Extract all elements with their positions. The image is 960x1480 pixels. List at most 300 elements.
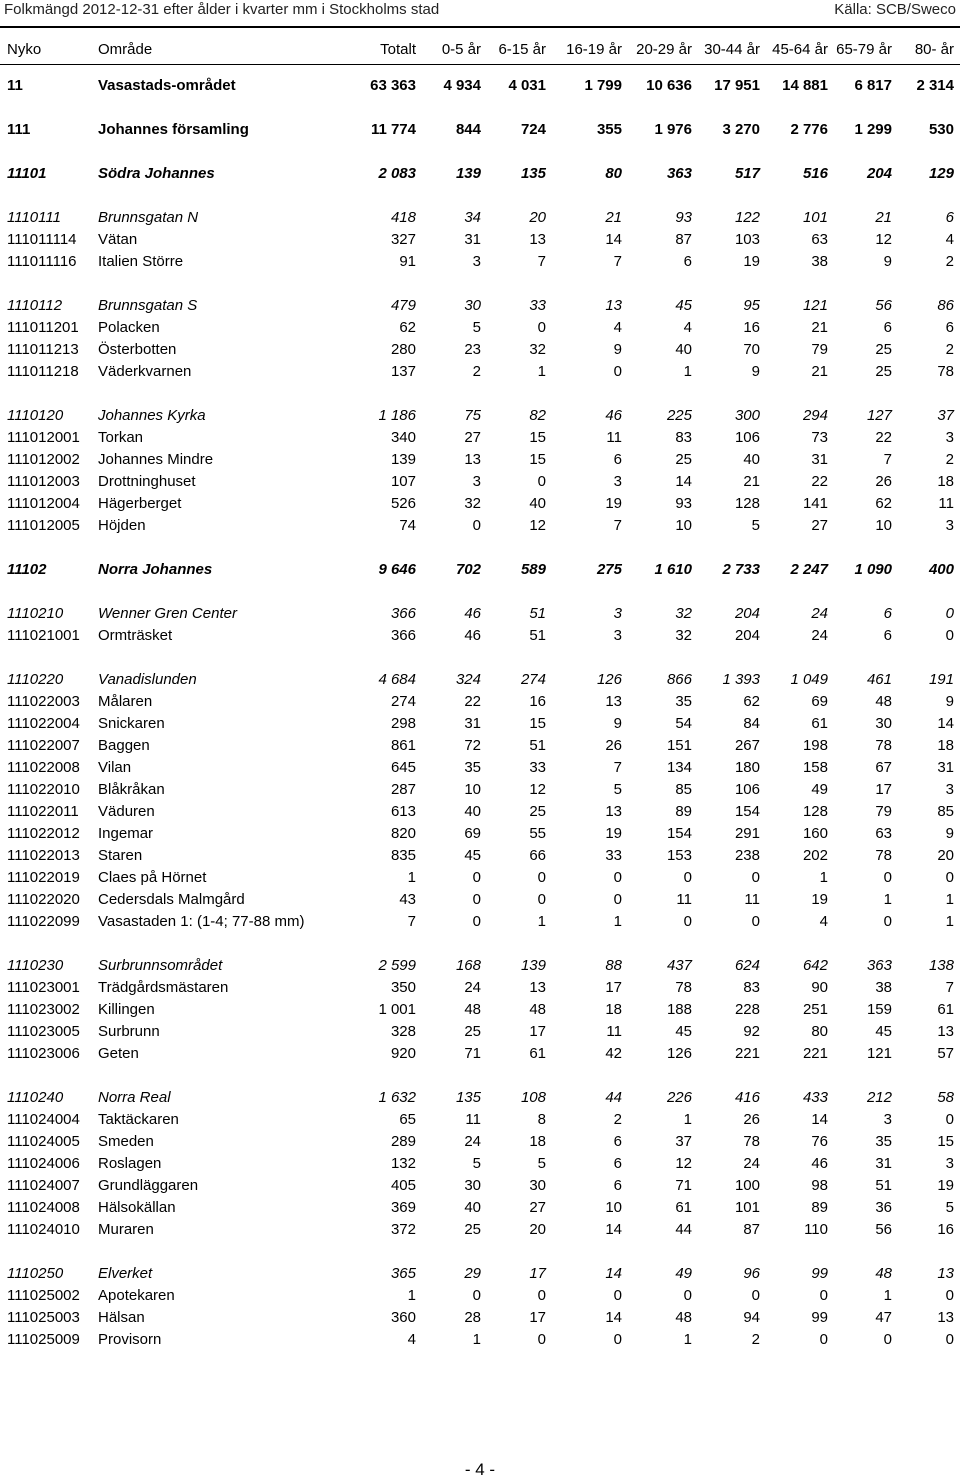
row-age-count: 19 — [743, 253, 760, 270]
row-age-count: 5 — [613, 781, 622, 798]
row-age-count: 6 — [613, 451, 622, 468]
row-age-count: 75 — [464, 407, 481, 424]
row-area-name: Norra Real — [98, 1089, 171, 1106]
row-area-name: Johannes församling — [98, 121, 249, 138]
row-age-count: 0 — [883, 913, 892, 930]
row-age-count: 17 — [875, 781, 892, 798]
row-age-count: 6 817 — [854, 77, 892, 94]
row-age-count: 0 — [945, 1331, 954, 1348]
header-divider — [0, 26, 960, 28]
column-header-age: 0-5 år — [441, 41, 481, 58]
row-age-count: 128 — [734, 495, 760, 512]
row-area-name: Brunnsgatan N — [98, 209, 199, 226]
row-age-count: 5 — [472, 319, 481, 336]
row-age-count: 16 — [529, 693, 546, 710]
row-age-count: 32 — [529, 341, 546, 358]
row-age-count: 48 — [529, 1001, 546, 1018]
row-total: 11 774 — [370, 121, 416, 138]
table-row — [0, 956, 960, 976]
row-area-name: Ormträsket — [98, 627, 173, 644]
row-age-count: 14 — [811, 1111, 828, 1128]
table-row — [0, 714, 960, 734]
row-total: 280 — [390, 341, 416, 358]
row-age-count: 61 — [529, 1045, 546, 1062]
row-age-count: 9 — [751, 363, 760, 380]
row-age-count: 0 — [613, 891, 622, 908]
row-age-count: 57 — [937, 1045, 954, 1062]
row-age-count: 363 — [866, 957, 892, 974]
row-age-count: 2 — [945, 253, 954, 270]
row-total: 861 — [390, 737, 416, 754]
table-row — [0, 516, 960, 536]
row-age-count: 12 — [875, 231, 892, 248]
row-age-count: 139 — [455, 165, 481, 182]
row-age-count: 45 — [675, 1023, 692, 1040]
row-age-count: 15 — [529, 451, 546, 468]
row-nyko: 111023001 — [7, 979, 80, 996]
row-age-count: 48 — [675, 1309, 692, 1326]
row-area-name: Muraren — [98, 1221, 154, 1238]
row-area-name: Elverket — [98, 1265, 153, 1282]
row-age-count: 32 — [464, 495, 481, 512]
row-age-count: 10 — [675, 517, 692, 534]
row-age-count: 300 — [734, 407, 760, 424]
row-nyko: 111011201 — [7, 319, 79, 336]
row-total: 91 — [399, 253, 416, 270]
row-age-count: 30 — [464, 1177, 481, 1194]
row-age-count: 267 — [734, 737, 760, 754]
row-age-count: 324 — [455, 671, 481, 688]
row-area-name: Brunnsgatan S — [98, 297, 198, 314]
table-row — [0, 1132, 960, 1152]
column-header-row — [0, 40, 960, 60]
row-nyko: 111011218 — [7, 363, 79, 380]
row-nyko: 111025009 — [7, 1331, 80, 1348]
row-age-count: 21 — [605, 209, 622, 226]
table-row — [0, 472, 960, 492]
row-area-name: Hägerberget — [98, 495, 182, 512]
table-row — [0, 736, 960, 756]
row-total: 7 — [407, 913, 416, 930]
table-row — [0, 802, 960, 822]
row-age-count: 0 — [613, 1287, 622, 1304]
row-age-count: 13 — [464, 451, 481, 468]
row-age-count: 61 — [675, 1199, 692, 1216]
row-age-count: 13 — [937, 1023, 954, 1040]
row-nyko: 111012001 — [7, 429, 80, 446]
row-area-name: Staren — [98, 847, 143, 864]
row-age-count: 67 — [875, 759, 892, 776]
row-nyko: 1110111 — [7, 209, 61, 226]
row-total: 139 — [390, 451, 416, 468]
table-row — [0, 208, 960, 228]
row-age-count: 3 — [613, 627, 622, 644]
row-age-count: 79 — [875, 803, 892, 820]
row-age-count: 51 — [529, 627, 546, 644]
row-age-count: 73 — [811, 429, 828, 446]
row-age-count: 48 — [464, 1001, 481, 1018]
column-header-age: 45-64 år — [772, 41, 828, 58]
row-total: 328 — [390, 1023, 416, 1040]
table-row — [0, 120, 960, 140]
row-age-count: 0 — [751, 869, 760, 886]
row-total: 613 — [390, 803, 416, 820]
column-header-age: 80- år — [914, 41, 954, 58]
row-age-count: 17 951 — [714, 77, 760, 94]
row-area-name: Drottninghuset — [98, 473, 196, 490]
row-total: 372 — [390, 1221, 416, 1238]
row-age-count: 1 090 — [854, 561, 892, 578]
column-header-omrade: Område — [98, 41, 153, 58]
row-area-name: Ingemar — [98, 825, 154, 842]
row-area-name: Geten — [98, 1045, 139, 1062]
row-age-count: 11 — [465, 1111, 481, 1128]
row-age-count: 1 — [537, 913, 546, 930]
table-row — [0, 1330, 960, 1350]
row-age-count: 0 — [883, 869, 892, 886]
row-age-count: 14 — [675, 473, 692, 490]
row-age-count: 37 — [937, 407, 954, 424]
row-age-count: 11 — [606, 1023, 622, 1040]
row-age-count: 724 — [520, 121, 546, 138]
row-nyko: 111012003 — [7, 473, 80, 490]
row-area-name: Wenner Gren Center — [98, 605, 237, 622]
table-row — [0, 1198, 960, 1218]
row-age-count: 66 — [529, 847, 546, 864]
row-total: 340 — [390, 429, 416, 446]
row-age-count: 71 — [464, 1045, 481, 1062]
table-row — [0, 1286, 960, 1306]
row-age-count: 0 — [751, 1287, 760, 1304]
row-age-count: 6 — [613, 1155, 622, 1172]
row-age-count: 8 — [537, 1111, 546, 1128]
row-age-count: 0 — [683, 913, 692, 930]
table-row — [0, 626, 960, 646]
row-age-count: 16 — [743, 319, 760, 336]
row-age-count: 238 — [734, 847, 760, 864]
table-row — [0, 1110, 960, 1130]
row-age-count: 4 — [945, 231, 954, 248]
row-age-count: 6 — [945, 209, 954, 226]
row-age-count: 14 881 — [782, 77, 828, 94]
row-age-count: 14 — [605, 1309, 622, 1326]
row-age-count: 221 — [802, 1045, 828, 1062]
row-nyko: 1110250 — [7, 1265, 64, 1282]
row-age-count: 461 — [866, 671, 892, 688]
row-age-count: 31 — [464, 231, 481, 248]
row-total: 289 — [390, 1133, 416, 1150]
row-age-count: 106 — [734, 781, 760, 798]
table-row — [0, 1154, 960, 1174]
row-age-count: 204 — [866, 165, 892, 182]
row-age-count: 3 — [945, 517, 954, 534]
row-age-count: 22 — [811, 473, 828, 490]
row-age-count: 363 — [666, 165, 692, 182]
row-age-count: 9 — [613, 341, 622, 358]
row-area-name: Cedersdals Malmgård — [98, 891, 245, 908]
row-total: 287 — [390, 781, 416, 798]
row-age-count: 27 — [529, 1199, 546, 1216]
row-age-count: 3 270 — [722, 121, 760, 138]
row-age-count: 0 — [537, 319, 546, 336]
row-age-count: 9 — [613, 715, 622, 732]
row-age-count: 6 — [883, 627, 892, 644]
row-age-count: 45 — [675, 297, 692, 314]
row-nyko: 1110240 — [7, 1089, 64, 1106]
row-age-count: 14 — [605, 1265, 622, 1282]
row-age-count: 22 — [875, 429, 892, 446]
row-age-count: 9 — [883, 253, 892, 270]
row-area-name: Polacken — [98, 319, 160, 336]
row-nyko: 1110112 — [7, 297, 63, 314]
row-age-count: 106 — [734, 429, 760, 446]
row-age-count: 204 — [734, 627, 760, 644]
table-row — [0, 1220, 960, 1240]
row-age-count: 15 — [529, 715, 546, 732]
row-age-count: 0 — [472, 913, 481, 930]
row-age-count: 21 — [875, 209, 892, 226]
row-age-count: 0 — [945, 627, 954, 644]
row-age-count: 27 — [464, 429, 481, 446]
row-age-count: 530 — [928, 121, 954, 138]
row-age-count: 18 — [529, 1133, 546, 1150]
row-age-count: 160 — [802, 825, 828, 842]
row-total: 9 646 — [378, 561, 416, 578]
row-nyko: 111022004 — [7, 715, 80, 732]
row-age-count: 12 — [529, 517, 546, 534]
row-age-count: 49 — [675, 1265, 692, 1282]
row-age-count: 4 — [683, 319, 692, 336]
row-age-count: 89 — [675, 803, 692, 820]
row-age-count: 45 — [875, 1023, 892, 1040]
row-age-count: 433 — [802, 1089, 828, 1106]
row-age-count: 4 031 — [508, 77, 546, 94]
row-nyko: 111023006 — [7, 1045, 80, 1062]
row-age-count: 25 — [875, 341, 892, 358]
row-area-name: Norra Johannes — [98, 561, 213, 578]
row-age-count: 1 299 — [854, 121, 892, 138]
row-age-count: 93 — [675, 209, 692, 226]
row-area-name: Hälsan — [98, 1309, 145, 1326]
table-row — [0, 1000, 960, 1020]
row-total: 350 — [390, 979, 416, 996]
row-age-count: 2 733 — [722, 561, 760, 578]
row-age-count: 13 — [937, 1309, 954, 1326]
table-row — [0, 252, 960, 272]
row-age-count: 69 — [811, 693, 828, 710]
table-row — [0, 670, 960, 690]
row-area-name: Claes på Hörnet — [98, 869, 207, 886]
row-age-count: 84 — [743, 715, 760, 732]
row-age-count: 17 — [529, 1265, 546, 1282]
row-age-count: 0 — [751, 913, 760, 930]
row-age-count: 517 — [734, 165, 760, 182]
row-age-count: 5 — [537, 1155, 546, 1172]
row-age-count: 94 — [743, 1309, 760, 1326]
row-age-count: 154 — [734, 803, 760, 820]
row-age-count: 13 — [605, 297, 622, 314]
row-age-count: 3 — [945, 1155, 954, 1172]
row-age-count: 20 — [529, 1221, 546, 1238]
column-header-age: 6-15 år — [498, 41, 546, 58]
row-age-count: 139 — [520, 957, 546, 974]
row-age-count: 25 — [464, 1221, 481, 1238]
row-age-count: 31 — [811, 451, 828, 468]
row-total: 418 — [390, 209, 416, 226]
row-age-count: 16 — [937, 1221, 954, 1238]
row-total: 1 186 — [378, 407, 416, 424]
row-age-count: 54 — [675, 715, 692, 732]
row-total: 107 — [390, 473, 416, 490]
row-age-count: 437 — [666, 957, 692, 974]
table-row — [0, 890, 960, 910]
row-nyko: 111022012 — [7, 825, 80, 842]
row-area-name: Vasastaden 1: (1-4; 77-88 mm) — [98, 913, 305, 930]
row-area-name: Johannes Mindre — [98, 451, 214, 468]
row-age-count: 31 — [937, 759, 954, 776]
row-age-count: 4 934 — [443, 77, 481, 94]
row-nyko: 111012004 — [7, 495, 80, 512]
row-age-count: 1 — [683, 1331, 692, 1348]
row-age-count: 85 — [937, 803, 954, 820]
row-age-count: 69 — [464, 825, 481, 842]
row-age-count: 7 — [613, 759, 622, 776]
row-age-count: 10 — [875, 517, 892, 534]
row-age-count: 6 — [683, 253, 692, 270]
row-area-name: Höjden — [98, 517, 146, 534]
row-age-count: 0 — [945, 869, 954, 886]
row-age-count: 10 636 — [646, 77, 692, 94]
row-age-count: 78 — [875, 737, 892, 754]
row-age-count: 7 — [613, 517, 622, 534]
row-age-count: 31 — [875, 1155, 892, 1172]
row-age-count: 3 — [613, 473, 622, 490]
row-area-name: Apotekaren — [98, 1287, 175, 1304]
column-header-age: 30-44 år — [704, 41, 760, 58]
row-age-count: 83 — [675, 429, 692, 446]
column-header-nyko: Nyko — [7, 41, 42, 58]
row-age-count: 79 — [811, 341, 828, 358]
row-age-count: 153 — [666, 847, 692, 864]
row-area-name: Vanadislunden — [98, 671, 197, 688]
row-area-name: Italien Större — [98, 253, 184, 270]
row-age-count: 3 — [613, 605, 622, 622]
row-age-count: 24 — [811, 605, 828, 622]
row-age-count: 96 — [743, 1265, 760, 1282]
row-age-count: 589 — [520, 561, 546, 578]
row-age-count: 90 — [811, 979, 828, 996]
row-age-count: 9 — [945, 825, 954, 842]
row-area-name: Österbotten — [98, 341, 177, 358]
row-age-count: 38 — [875, 979, 892, 996]
row-nyko: 11 — [7, 77, 23, 94]
table-row — [0, 692, 960, 712]
row-age-count: 14 — [605, 231, 622, 248]
row-nyko: 111024008 — [7, 1199, 80, 1216]
row-area-name: Målaren — [98, 693, 153, 710]
row-nyko: 111024005 — [7, 1133, 80, 1150]
row-area-name: Killingen — [98, 1001, 155, 1018]
row-age-count: 416 — [734, 1089, 760, 1106]
row-age-count: 10 — [464, 781, 481, 798]
row-age-count: 866 — [666, 671, 692, 688]
table-row — [0, 340, 960, 360]
row-age-count: 0 — [683, 869, 692, 886]
row-age-count: 1 — [945, 913, 954, 930]
table-row — [0, 76, 960, 96]
row-age-count: 83 — [743, 979, 760, 996]
row-age-count: 23 — [464, 341, 481, 358]
row-age-count: 19 — [811, 891, 828, 908]
row-total: 327 — [390, 231, 416, 248]
row-age-count: 101 — [734, 1199, 760, 1216]
row-nyko: 1110220 — [7, 671, 64, 688]
row-age-count: 1 — [883, 891, 892, 908]
table-row — [0, 164, 960, 184]
row-age-count: 56 — [875, 297, 892, 314]
row-age-count: 25 — [875, 363, 892, 380]
row-nyko: 111012002 — [7, 451, 80, 468]
column-header-age: 65-79 år — [836, 41, 892, 58]
row-age-count: 100 — [734, 1177, 760, 1194]
row-total: 820 — [390, 825, 416, 842]
row-age-count: 2 247 — [790, 561, 828, 578]
table-row — [0, 560, 960, 580]
row-area-name: Väderkvarnen — [98, 363, 192, 380]
row-nyko: 111022010 — [7, 781, 80, 798]
row-age-count: 46 — [811, 1155, 828, 1172]
row-age-count: 44 — [675, 1221, 692, 1238]
row-age-count: 275 — [596, 561, 622, 578]
row-age-count: 21 — [811, 363, 828, 380]
row-age-count: 21 — [743, 473, 760, 490]
row-age-count: 154 — [666, 825, 692, 842]
row-age-count: 19 — [937, 1177, 954, 1194]
table-row — [0, 450, 960, 470]
row-age-count: 0 — [945, 1287, 954, 1304]
row-total: 369 — [390, 1199, 416, 1216]
row-age-count: 24 — [464, 979, 481, 996]
table-row — [0, 296, 960, 316]
row-age-count: 40 — [529, 495, 546, 512]
column-header-divider — [0, 64, 960, 65]
table-row — [0, 758, 960, 778]
row-age-count: 6 — [613, 1177, 622, 1194]
row-area-name: Provisorn — [98, 1331, 162, 1348]
row-age-count: 400 — [928, 561, 954, 578]
row-age-count: 27 — [811, 517, 828, 534]
row-age-count: 0 — [472, 891, 481, 908]
row-age-count: 32 — [675, 627, 692, 644]
row-age-count: 30 — [529, 1177, 546, 1194]
table-row — [0, 1176, 960, 1196]
row-nyko: 1110210 — [7, 605, 64, 622]
row-age-count: 21 — [811, 319, 828, 336]
row-nyko: 111023002 — [7, 1001, 80, 1018]
row-age-count: 14 — [937, 715, 954, 732]
row-age-count: 33 — [605, 847, 622, 864]
row-age-count: 3 — [472, 253, 481, 270]
row-nyko: 111022099 — [7, 913, 80, 930]
row-age-count: 6 — [613, 1133, 622, 1150]
row-total: 365 — [390, 1265, 416, 1282]
row-age-count: 3 — [472, 473, 481, 490]
table-row — [0, 1308, 960, 1328]
row-total: 1 — [407, 1287, 416, 1304]
row-age-count: 0 — [472, 517, 481, 534]
table-row — [0, 1264, 960, 1284]
row-age-count: 72 — [464, 737, 481, 754]
